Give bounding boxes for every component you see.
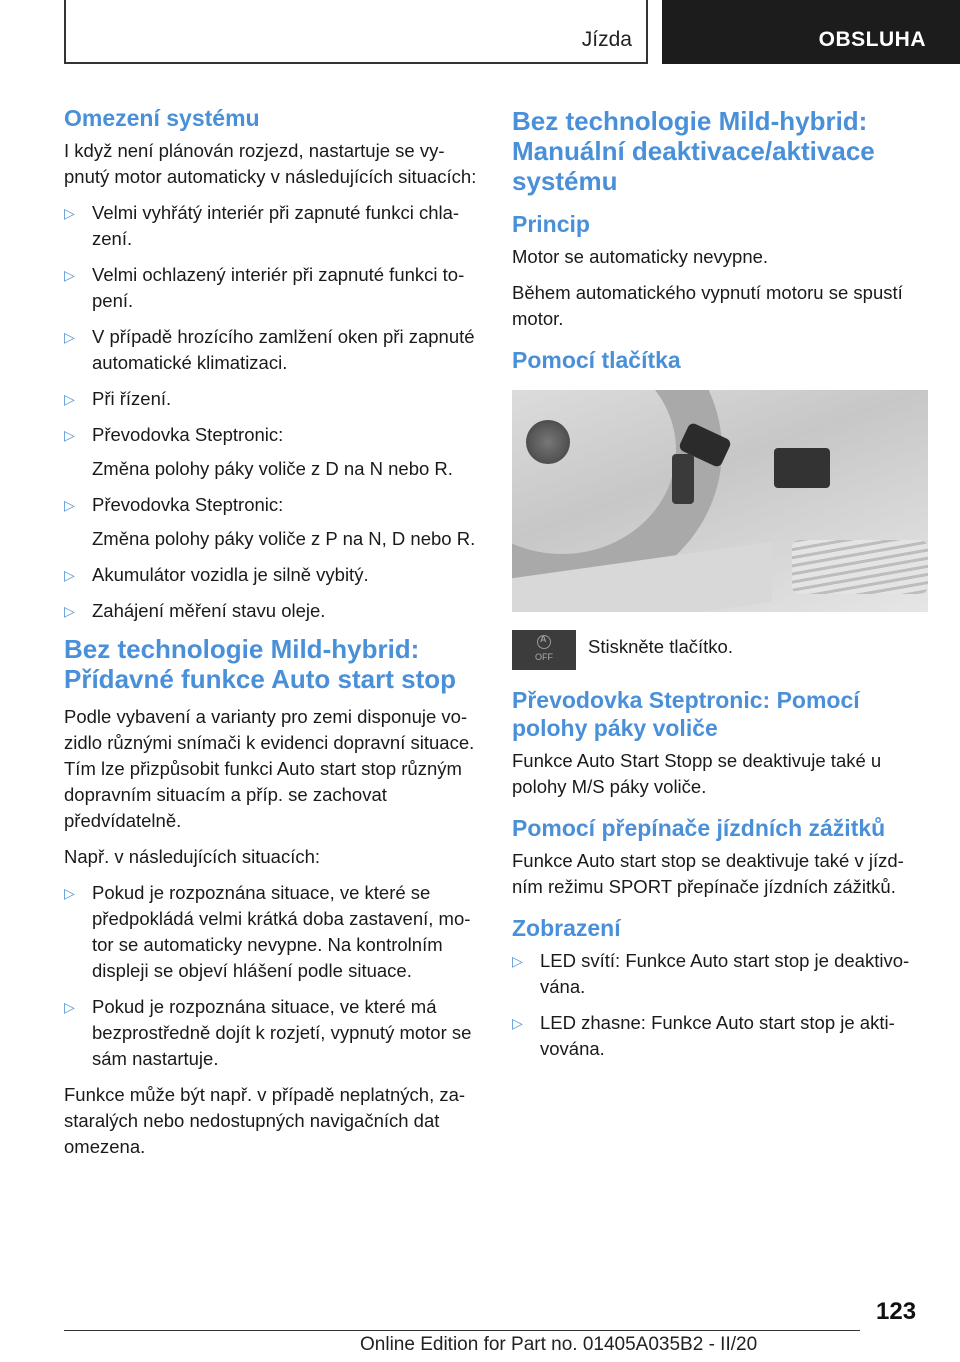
list-item-text: Zahájení měření stavu oleje. (92, 600, 326, 621)
list-item-text: V případě hrozícího zamlžení oken při zapnuté automatické klimatizaci. (92, 326, 475, 373)
triangle-bullet-icon: ▷ (64, 603, 75, 619)
triangle-bullet-icon: ▷ (64, 391, 75, 407)
list-item-subtext: Změna polohy páky voliče z P na N, D nebo R. (92, 528, 476, 549)
triangle-bullet-icon: ▷ (64, 205, 75, 221)
list-item (512, 1010, 928, 1062)
list-item (64, 562, 480, 588)
paragraph-podle: Podle vybavení a varianty pro zemi disponuje vozidlo různými snímači k evidenci dopravní situace. Tím lze přizpůsobit funkci Auto start stop různým dopravním situacím a příp. se zachovat předvídatelně. (64, 706, 475, 831)
list-item (64, 422, 480, 482)
air-vent (792, 540, 928, 594)
led-list (512, 948, 928, 1062)
paragraph-prevodovka: Funkce Auto Start Stopp se deaktivuje také u polohy M/S páky voliče. (512, 750, 882, 797)
paragraph-stisknete: Stiskněte tlačítko. (588, 636, 733, 657)
footer-divider (64, 1330, 860, 1331)
triangle-bullet-icon: ▷ (64, 267, 75, 283)
list-item (64, 994, 480, 1072)
triangle-bullet-icon: ▷ (512, 953, 523, 969)
footer-edition: Online Edition for Part no. 01405A035B2 - II/20 (360, 1334, 758, 1355)
paragraph-omezeni: I když není plánován rozjezd, nastartuje se vypnutý motor automaticky v následujících situacích: (64, 140, 477, 187)
triangle-bullet-icon: ▷ (64, 567, 75, 583)
examples-list (64, 880, 480, 1072)
triangle-bullet-icon: ▷ (64, 999, 75, 1015)
list-item-text: Převodovka Steptronic: (92, 494, 284, 515)
triangle-bullet-icon: ▷ (64, 427, 75, 443)
header-frame (64, 0, 648, 64)
triangle-bullet-icon: ▷ (64, 329, 75, 345)
dashboard-photo (512, 390, 928, 612)
left-column (64, 100, 480, 1170)
list-item (64, 262, 480, 314)
list-item (64, 386, 480, 412)
list-item-text: Pokud je rozpoznána situace, ve které má bezprostředně dojít k rozjetí, vypnutý motor se sám nastartuje. (92, 996, 472, 1069)
list-item (64, 492, 480, 552)
paragraph-funkce: Funkce může být např. v případě neplatných, zastaralých nebo nedostupných navigačních dat omezena. (64, 1084, 466, 1157)
gear-selector-base (672, 454, 694, 504)
triangle-bullet-icon: ▷ (64, 885, 75, 901)
triangle-bullet-icon: ▷ (64, 497, 75, 513)
heading-pomoci-tlacitka: Pomocí tlačítka (512, 347, 681, 373)
heading-prevodovka: Převodovka Steptronic: Pomocí polohy páky voliče (512, 687, 860, 741)
list-item-text: Pokud je rozpoznána situace, ve které se předpokládá velmi krátká doba zastavení, motor se automaticky nevypne. Na kontrolním displeji se objeví hlášení podle situace. (92, 882, 471, 981)
list-item-text: Velmi vyhřátý interiér při zapnuté funkci chlazení. (92, 202, 460, 249)
list-item-subtext: Změna polohy páky voliče z D na N nebo R. (92, 458, 453, 479)
list-item-text: LED zhasne: Funkce Auto start stop je aktivována. (540, 1012, 895, 1059)
list-item-text: Velmi ochlazený interiér při zapnuté funkci topení. (92, 264, 465, 311)
heading-bez-pridavne: Bez technologie Mild-hybrid: Přídavné funkce Auto start stop (64, 634, 456, 694)
situations-list (64, 200, 480, 624)
list-item-text: Akumulátor vozidla je silně vybitý. (92, 564, 369, 585)
paragraph-prepinac: Funkce Auto start stop se deaktivuje také v jízdním režimu SPORT přepínače jízdních zážitků. (512, 850, 904, 897)
list-item-text: LED svítí: Funkce Auto start stop je deaktivována. (540, 950, 910, 997)
button-instruction-row (512, 630, 928, 670)
list-item (64, 200, 480, 252)
list-item (64, 598, 480, 624)
page-number: 123 (876, 1298, 917, 1325)
auto-start-stop-symbol-icon (537, 635, 551, 649)
paragraph-princip-1: Motor se automaticky nevypne. (512, 246, 769, 267)
brand-logo-icon (526, 420, 570, 464)
triangle-bullet-icon: ▷ (512, 1015, 523, 1031)
header-section-title: Jízda (581, 28, 632, 51)
heading-prepinac: Pomocí přepínače jízdních zážitků (512, 815, 886, 841)
heading-omezeni: Omezení systému (64, 105, 260, 131)
list-item (512, 948, 928, 1000)
list-item-text: Při řízení. (92, 388, 172, 409)
header-chapter-tab (662, 0, 960, 64)
list-item-text: Převodovka Steptronic: (92, 424, 284, 445)
button-cluster (774, 448, 830, 488)
header-chapter-label: OBSLUHA (818, 28, 926, 51)
list-item (64, 324, 480, 376)
off-label: OFF (535, 652, 553, 662)
heading-bez-manualni: Bez technologie Mild-hybrid: Manuální deaktivace/aktivace systému (512, 106, 875, 196)
heading-zobrazeni: Zobrazení (512, 915, 621, 941)
paragraph-princip-2: Během automatického vypnutí motoru se spustí motor. (512, 282, 903, 329)
heading-princip: Princip (512, 211, 590, 237)
right-column (512, 100, 928, 1072)
auto-start-stop-button-icon (512, 630, 576, 670)
list-item (64, 880, 480, 984)
paragraph-napr: Např. v následujících situacích: (64, 846, 321, 867)
